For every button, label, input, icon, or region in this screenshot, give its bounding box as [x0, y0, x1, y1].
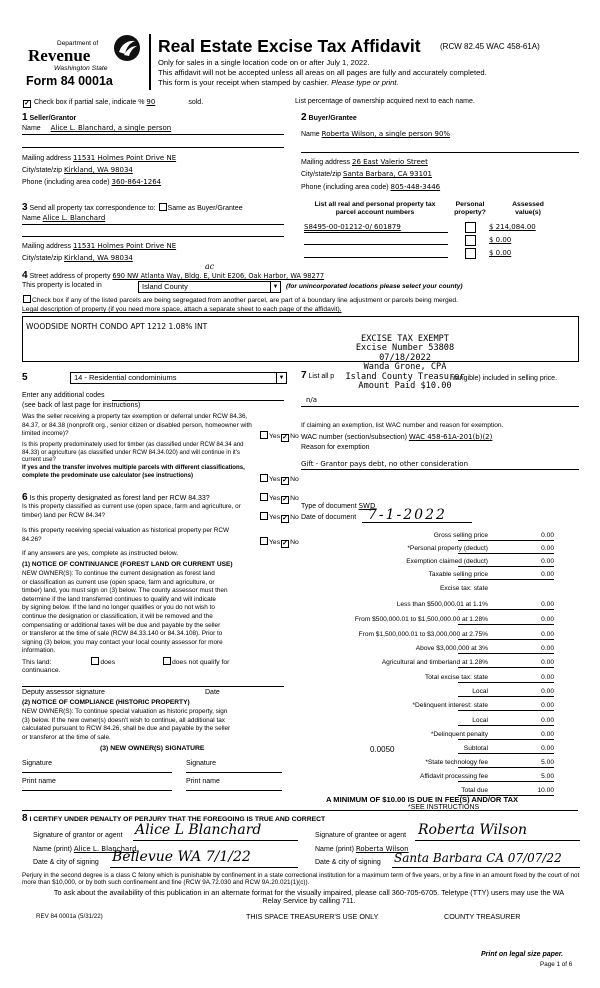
tax-row-label: Total excise tax: state [424, 674, 488, 681]
tax-row-value[interactable]: 0.00 [541, 731, 554, 738]
tax-row-label: Exemption claimed (deduct) [406, 558, 488, 565]
tax-row-label: Total due [461, 787, 488, 794]
buyer-name-label: Name [301, 131, 320, 138]
grantor-signature[interactable]: Alice L Blanchard [135, 822, 262, 838]
tax-row-line [458, 609, 554, 610]
header-divider [149, 34, 151, 90]
forest-no-checkbox[interactable]: ✓ [282, 496, 289, 503]
tax-row-line [458, 624, 554, 625]
tax-row-line [458, 696, 554, 697]
seller-name-value[interactable]: Alice L. Blanchard, a single person [50, 124, 172, 132]
does-not-qualify-checkbox[interactable] [163, 657, 171, 665]
stamp-line2: Excise Number 53808 [355, 343, 455, 354]
doc-date-label: Date of document [301, 514, 357, 521]
tax-row-line [458, 540, 554, 541]
grantee-date-label: Date & city of signing [315, 859, 381, 866]
see-instructions: *SEE INSTRUCTIONS [408, 804, 480, 811]
tax-row-value[interactable]: 0.00 [541, 645, 554, 652]
county-select-value: Island County [142, 282, 188, 291]
treasurer-use: THIS SPACE TREASURER'S USE ONLY [246, 912, 379, 921]
tax-row-label: *Delinquent interest: state [412, 702, 488, 709]
new-owner-print-label-2: Print name [186, 778, 220, 785]
tax-row-line [458, 566, 554, 567]
tax-row-label: Gross selling price [433, 532, 488, 539]
parcel-line-2 [304, 244, 448, 245]
tax-row-value[interactable]: 0.00 [541, 702, 554, 709]
q2-no-label: No [290, 476, 299, 483]
notice1-line: or classification as current use (open space, farm and agriculture, or [22, 578, 215, 586]
stamp-line3: 07/18/2022 [379, 352, 431, 363]
partial-sale-label: Check box if partial sale, indicate % [33, 99, 145, 106]
section6-q3: Is this property receiving special valuation as historical property per RCW 84.26? [22, 527, 230, 543]
tax-row-label: Subtotal [463, 745, 488, 752]
tax-row-label: From $500,000.01 to $1,500,000.00 at 1.28% [354, 616, 488, 623]
local-rate-value[interactable]: 0.0050 [370, 745, 395, 754]
grantee-date-line [392, 867, 580, 868]
q2-no-checkbox[interactable]: ✓ [282, 477, 289, 484]
segregated-row [22, 295, 458, 304]
tax-row-label: *Delinquent penalty [430, 731, 488, 738]
buyer-heading-text: Buyer/Grantee [308, 115, 357, 122]
see-back-label: (see back of last page for instructions) [22, 402, 141, 409]
deputy-signature-label: Deputy assessor signature [22, 689, 105, 696]
stamp-line4: Wanda Grone, CPA [363, 362, 447, 373]
section6-q1-row: 6 Is this property designated as forest land per RCW 84.33? [22, 492, 210, 503]
perjury-text: Perjury in the second degree is a class C felony which is punishable by confinement in a state correctional institution for a maximum term of five years, or by a fine in an amount fixed by the court of not more than $10,000, or by both such confinement and fine (RCW 9A.72.030 and RCW 9A.20.021(1)(c)). [22, 872, 580, 887]
chevron-down-icon[interactable]: ▼ [270, 282, 280, 292]
new-owner-sig-label-2: Signature [186, 760, 216, 767]
buyer-phone-label: Phone (including area code) [301, 184, 389, 191]
same-as-buyer-checkbox[interactable] [159, 203, 167, 211]
seller-mailing-label: Mailing address [22, 155, 72, 162]
notice2-title: (2) NOTICE OF COMPLIANCE (HISTORIC PROPERTY) [22, 699, 190, 706]
section8-top-rule [22, 810, 578, 811]
section3-row: 3 Send all property tax correspondence to: Same as Buyer/Grantee [22, 202, 243, 213]
section7-label-post: ntangible) included in selling price. [450, 375, 558, 382]
forest-yes-label: Yes [269, 495, 281, 502]
notice1-line: determine if the land transferred continues to qualify and will indicate [22, 595, 216, 603]
tax-row-value[interactable]: 0.00 [541, 616, 554, 623]
current-use-no-checkbox[interactable]: ✓ [282, 515, 289, 522]
form-rcw: (RCW 82.45 WAC 458-61A) [440, 42, 540, 51]
tax-row-line [458, 767, 554, 768]
grantee-sig-label: Signature of grantee or agent [315, 832, 407, 839]
tax-row-line [458, 739, 554, 740]
grantee-name-value[interactable]: Roberta Wilson [355, 845, 409, 853]
street-correction: ac [205, 262, 215, 271]
section3-name-line [22, 224, 284, 225]
tax-row-line [458, 639, 554, 640]
buyer-city-row [301, 170, 432, 178]
notice1-line: NEW OWNER(S): To continue the current designation as forest land [22, 570, 215, 577]
continuance-label: continuance. [22, 667, 61, 674]
section6-q2-answer [259, 512, 299, 523]
section3-city-label: City/state/zip [22, 255, 63, 262]
section4-street-value[interactable]: 690 NW Atlanta Way, Bldg. E, Unit E206, Oak Harbor, WA 98277 [112, 272, 325, 280]
deputy-signature-line[interactable] [22, 686, 284, 687]
rev-number: REV 84 0001a (5/31/22) [36, 913, 103, 920]
buyer-mailing-row [301, 158, 428, 166]
buyer-blank-line [301, 152, 579, 153]
grantee-sig-line [415, 840, 580, 841]
seller-mailing-value[interactable]: 11531 Holmes Point Drive NE [72, 154, 177, 162]
buyer-name-row [301, 130, 450, 138]
notice1-line: or transferor at the time of sale (RCW 84.33.140 or 84.34.108). Prior to [22, 630, 223, 638]
parcels-col2: Personal property? [454, 201, 486, 216]
grantee-signature[interactable]: Roberta Wilson [418, 822, 528, 838]
segregated-label: Check box if any of the listed parcels are being segregated from another parcel, are part of a boundary line adjustment or parcels being merged. [32, 297, 459, 304]
parcel-line-3 [304, 257, 448, 258]
buyer-mailing-label: Mailing address [301, 159, 351, 166]
tax-row-value[interactable]: 0.00 [541, 688, 554, 695]
notice2-line: or transferor at the time of sale. [22, 733, 111, 741]
tax-row-line [458, 781, 554, 782]
reason-label: Reason for exemption [301, 444, 370, 451]
buyer-heading: 2 Buyer/Grantee [301, 112, 357, 123]
stamp-line1: EXCISE TAX EXEMPT [361, 334, 449, 344]
segregated-checkbox[interactable] [23, 295, 31, 303]
tax-row-line [458, 553, 554, 554]
notice1-line: compensating or additional taxes will be due and payable by the seller [22, 621, 221, 629]
does-not-qualify-label: does not qualify for [172, 659, 230, 666]
parcel-value-3[interactable]: $ 0.00 [489, 249, 512, 257]
grantor-date-value[interactable]: Bellevue WA 7/1/22 [112, 849, 251, 865]
form-number: Form 84 0001a [26, 74, 113, 88]
new-owner-print-line-2[interactable] [186, 790, 282, 791]
header-line2: This affidavit will not be accepted unless all areas on all pages are fully and accurately completed. [158, 68, 487, 77]
notice1-line: by signing below. If the land no longer qualifies or you do not wish to [22, 604, 215, 612]
section7-value[interactable]: n/a [306, 396, 318, 404]
stamp-line5: Island County Treasurer [345, 371, 465, 382]
doc-date-value[interactable]: 7-1-2022 [368, 507, 447, 523]
tax-row-label: Affidavit processing fee [419, 773, 488, 780]
section6-q1: Is this property designated as forest land per RCW 84.33? [29, 495, 210, 502]
tax-row-label: *State technology fee [425, 759, 488, 766]
notice2-line: calculated pursuant to RCW 84.26, shall be due and payable by the seller [22, 725, 231, 733]
land-use-select-value: 14 - Residential condominiums [74, 373, 177, 382]
dept-state: Washington State [54, 65, 108, 72]
historic-yes-label: Yes [269, 539, 281, 546]
tax-row-line [458, 579, 554, 580]
parcels-col1: List all real and personal property tax parcel account numbers [314, 201, 436, 216]
historic-no-label: No [290, 539, 299, 546]
notice1-line: continue the designation or classification, it will be removed and the [22, 612, 213, 620]
tax-row-line [458, 653, 554, 654]
tax-row-label: Excise tax: state [439, 585, 488, 592]
land-use-select[interactable] [70, 372, 287, 384]
tax-row-value[interactable]: 0.00 [541, 532, 554, 539]
seller-name-label: Name [22, 125, 41, 132]
tax-row-value[interactable]: 0.00 [541, 631, 554, 638]
seller-heading-text: Seller/Grantor [29, 115, 77, 122]
does-qualify-label: does [100, 659, 116, 666]
current-use-no-label: No [290, 514, 299, 521]
seller-city-row [22, 166, 133, 174]
same-as-buyer-label: Same as Buyer/Grantee [167, 205, 243, 212]
enter-codes-line[interactable] [112, 400, 284, 401]
notice1-title: (1) NOTICE OF CONTINUANCE (FOREST LAND OR CURRENT USE) [22, 561, 233, 568]
section5-q2-answer [259, 474, 299, 485]
doc-date-line [362, 522, 472, 523]
new-owner-print-label-1: Print name [22, 778, 56, 785]
buyer-city-label: City/state/zip [301, 171, 342, 178]
q1-yes-label: Yes [269, 433, 281, 440]
county-select[interactable] [138, 281, 281, 293]
forest-yes-checkbox[interactable] [260, 493, 268, 501]
header-line1: Only for sales in a single location code on or after July 1, 2022. [158, 58, 370, 67]
chevron-down-icon[interactable]: ▼ [276, 373, 286, 383]
section5-q1-answer [259, 431, 299, 442]
section3-city-row [22, 254, 133, 262]
grantor-date-line [110, 867, 298, 868]
tax-row-line [458, 682, 554, 683]
section6-q1-answer [259, 493, 299, 504]
seller-heading: 1 Seller/Grantor [22, 112, 77, 123]
tax-row-label: Agricultural and timberland at 1.28% [381, 659, 488, 666]
section3-name-label: Name [22, 215, 41, 222]
section6-q4: If any answers are yes, complete as instructed below. [22, 550, 179, 557]
seller-name-line [22, 134, 284, 135]
section5-q2b: If yes and the transfer involves multiple parcels with different classifications, complete the predominate use calculator (see instructions) [22, 464, 245, 479]
tax-row-value[interactable]: 0.00 [541, 571, 554, 578]
page-number: Page 1 of 6 [540, 961, 573, 968]
tax-row-value[interactable]: 5.00 [541, 773, 554, 780]
seller-phone-row [22, 178, 161, 186]
notice2-line: NEW OWNER(S): To continue special valuation as historic property, sign [22, 708, 228, 715]
partial-sale-row [22, 98, 203, 108]
notice1-line: information. [22, 647, 56, 655]
certify-row: 8 I CERTIFY UNDER PENALTY OF PERJURY THAT THE FOREGOING IS TRUE AND CORRECT [22, 813, 326, 824]
tax-row-value[interactable]: 0.00 [541, 601, 554, 608]
legal-description-label: Legal description of property (if you need more space, attach a separate sheet to each page of the affidavit). [22, 306, 342, 313]
reason-line [301, 469, 579, 470]
grantor-name-value[interactable]: Alice L. Blanchard [73, 845, 137, 853]
tax-row-value[interactable]: 0.00 [541, 717, 554, 724]
tax-row-line [458, 710, 554, 711]
doc-type-value[interactable]: SWD [358, 502, 376, 510]
section3-mailing-row [22, 242, 176, 250]
grantor-sig-line [133, 840, 298, 841]
current-use-yes-checkbox[interactable] [260, 512, 268, 520]
parcel-line-1 [304, 232, 448, 233]
q1-no-label: No [290, 433, 299, 440]
header-line3-italic: Please type or print. [331, 78, 399, 87]
partial-sale-percent[interactable]: 90 [146, 98, 156, 106]
county-treasurer: COUNTY TREASURER [444, 912, 521, 921]
tax-row-value[interactable]: 10.00 [537, 787, 554, 794]
property-located-label: This property is located in [22, 282, 102, 289]
section7-line [301, 406, 579, 407]
deputy-date-label: Date [205, 689, 220, 696]
section7-row: 7 List all p [301, 370, 335, 381]
current-use-yes-label: Yes [269, 514, 281, 521]
seller-name-row [22, 124, 171, 132]
section3-mailing-value[interactable]: 11531 Holmes Point Drive NE [72, 242, 177, 250]
notice2-body [22, 708, 282, 742]
section3-name-row [22, 214, 105, 222]
seller-phone-label: Phone (including area code) [22, 179, 110, 186]
dept-name: Revenue [28, 46, 91, 65]
unincorporated-note: (for unincorporated locations please select your county) [286, 283, 463, 290]
legal-paper-note: Print on legal size paper. [481, 951, 564, 958]
wac-label: WAC number (section/subsection) [301, 434, 407, 441]
new-owner-sig-line-1[interactable] [22, 772, 172, 773]
tax-row-value[interactable]: 0.00 [541, 674, 554, 681]
header-line3 [158, 78, 399, 87]
seller-city-value[interactable]: Kirkland, WA 98034 [64, 166, 133, 174]
tax-row-line [458, 725, 554, 726]
section4-street-row: 4 Street address of property 690 NW Atlanta Way, Bldg. E, Unit E206, Oak Harbor, WA 98277 [22, 270, 325, 281]
section3-mailing-label: Mailing address [22, 243, 72, 250]
partial-sale-sold: sold. [188, 99, 204, 106]
enter-codes-label: Enter any additional codes [22, 392, 105, 399]
personal-property-checkbox-3[interactable] [465, 248, 476, 259]
tax-row-value[interactable]: 0.00 [541, 545, 554, 552]
revenue-logo-icon [113, 34, 141, 62]
q1-no-checkbox[interactable]: ✓ [282, 434, 289, 441]
wac-value[interactable]: WAC 458-61A-201(b)(2) [408, 433, 493, 441]
tax-row-label: From $1,500,000.01 to $3,000,000 at 2.75% [358, 631, 488, 638]
tax-row-value[interactable]: 0.00 [541, 745, 554, 752]
tax-row-label: Above $3,000,000 at 3% [415, 645, 488, 652]
new-owner-sig-label-1: Signature [22, 760, 52, 767]
parcels-col3: Assessed value(s) [512, 201, 544, 216]
certify-text: I CERTIFY UNDER PENALTY OF PERJURY THAT THE FOREGOING IS TRUE AND CORRECT [29, 816, 326, 823]
tax-row-label: Local [472, 688, 488, 695]
notice3-title: (3) NEW OWNER(S) SIGNATURE [100, 745, 205, 752]
ownership-note: List percentage of ownership acquired next to each name. [295, 98, 475, 105]
buyer-city-value[interactable]: Santa Barbara, CA 93101 [343, 170, 432, 178]
this-land-row [22, 657, 229, 666]
does-qualify-checkbox[interactable] [91, 657, 99, 665]
tax-row-line [458, 667, 554, 668]
header-line3-text: This form is your receipt when stamped by cashier. [158, 78, 329, 87]
section5-q1: Was the seller receiving a property tax exemption or deferral under RCW 84.36, 84.37, or 84.38 (nonprofit org., senior citizen or disabled person, homeowner with limited income)? [22, 413, 252, 438]
notice1-line: signing (3) below, you may contact your local county assessor for more [22, 638, 223, 646]
legal-description-box[interactable] [22, 316, 579, 362]
parcel-value-1[interactable]: $ 214,084.00 [489, 223, 536, 231]
seller-mailing-row [22, 154, 176, 162]
dept-line: Department of [57, 40, 99, 47]
alternate-format-notice: To ask about the availability of this publication in an alternate format for the visually impaired, please call 360-705-6705. Teletype (TTY) users may use the WA Relay Service by calling 711. [53, 888, 565, 905]
buyer-phone-row [301, 183, 440, 191]
q1-yes-checkbox[interactable] [260, 431, 268, 439]
parcel-number-1[interactable]: S8495-00-01212-0/ 601879 [304, 223, 401, 231]
doc-type-label: Type of document [301, 503, 357, 510]
buyer-phone-value[interactable]: 805-448-3446 [390, 183, 441, 191]
this-land-label: This land: [22, 659, 52, 666]
buyer-name-value[interactable]: Roberta Wilson, a single person 90% [321, 130, 451, 138]
wac-row [301, 433, 492, 441]
tax-row-label: Taxable selling price [428, 571, 488, 578]
legal-description-value: WOODSIDE NORTH CONDO APT 1212 1.08% INT [26, 322, 208, 331]
tax-row-value[interactable]: 5.00 [541, 759, 554, 766]
section4-street-label: Street address of property [29, 273, 111, 280]
partial-sale-checkbox[interactable]: ✓ [24, 100, 30, 107]
section6-q3-answer [259, 537, 299, 548]
grantee-date-value[interactable]: Santa Barbara CA 07/07/22 [394, 851, 562, 865]
grantor-date-label: Date & city of signing [33, 859, 99, 866]
section6-q2: Is this property classified as current use (open space, farm and agriculture, or timber) land per RCW 84.34? [22, 503, 241, 519]
notice2-line: (3) below. If the new owner(s) doesn't wish to continue, all additional tax [22, 716, 225, 724]
section5-q2a: Is this property predominately used for timber (as classified under RCW 84.34 and 84.33) or agriculture (as classified under RCW 84.34.020) and will continue in it's current use? [22, 441, 244, 464]
forest-no-label: No [290, 495, 299, 502]
tax-row-value[interactable]: 0.00 [541, 659, 554, 666]
perjury-notice [22, 872, 580, 887]
grantor-name-label: Name (print) [33, 846, 72, 853]
personal-property-checkbox-1[interactable] [465, 222, 476, 233]
minimum-note: A MINIMUM OF $10.00 IS DUE IN FEE(S) AND/OR TAX [326, 795, 519, 804]
tax-row-label: Local [472, 717, 488, 724]
historic-yes-checkbox[interactable] [260, 537, 268, 545]
stamp-line6: Amount Paid $10.00 [358, 381, 452, 392]
seller-blank-line [22, 147, 284, 148]
section3-label: Send all property tax correspondence to: [29, 205, 156, 212]
tax-row-value[interactable]: 0.00 [541, 558, 554, 565]
section3-name-value[interactable]: Alice L. Blanchard [42, 214, 106, 222]
new-owner-print-line-1[interactable] [22, 790, 172, 791]
tax-row-line [458, 753, 554, 754]
parcel-value-2[interactable]: $ 0.00 [489, 236, 512, 244]
personal-property-checkbox-2[interactable] [465, 235, 476, 246]
notice1-line: timber) land, you must sign on (3) below. The county assessor must then [22, 587, 228, 595]
new-owner-sig-line-2[interactable] [186, 772, 282, 773]
grantee-name-label: Name (print) [315, 846, 354, 853]
tax-row-label: Less than $500,000.01 at 1.1% [396, 601, 488, 608]
seller-phone-value[interactable]: 360-864-1264 [111, 178, 162, 186]
section5-number: 5 [22, 372, 28, 383]
buyer-mailing-value[interactable]: 26 East Valerio Street [351, 158, 428, 166]
q2-yes-label: Yes [269, 476, 281, 483]
doc-type-row [301, 502, 375, 510]
section3-blank-line [22, 236, 284, 237]
reason-value[interactable]: Gift - Grantor pays debt, no other consideration [301, 460, 469, 468]
q2-yes-checkbox[interactable] [260, 474, 268, 482]
section3-city-value[interactable]: Kirkland, WA 98034 [64, 254, 133, 262]
claim-label: If claiming an exemption, list WAC number and reason for exemption. [301, 422, 504, 429]
grantor-sig-label: Signature of grantor or agent [33, 832, 123, 839]
form-title: Real Estate Excise Tax Affidavit [158, 36, 421, 56]
seller-city-label: City/state/zip [22, 167, 63, 174]
notice1-body [22, 570, 282, 656]
section7-label-pre: List all p [308, 373, 335, 380]
historic-no-checkbox[interactable]: ✓ [282, 540, 289, 547]
tax-row-label: *Personal property (deduct) [407, 545, 488, 552]
